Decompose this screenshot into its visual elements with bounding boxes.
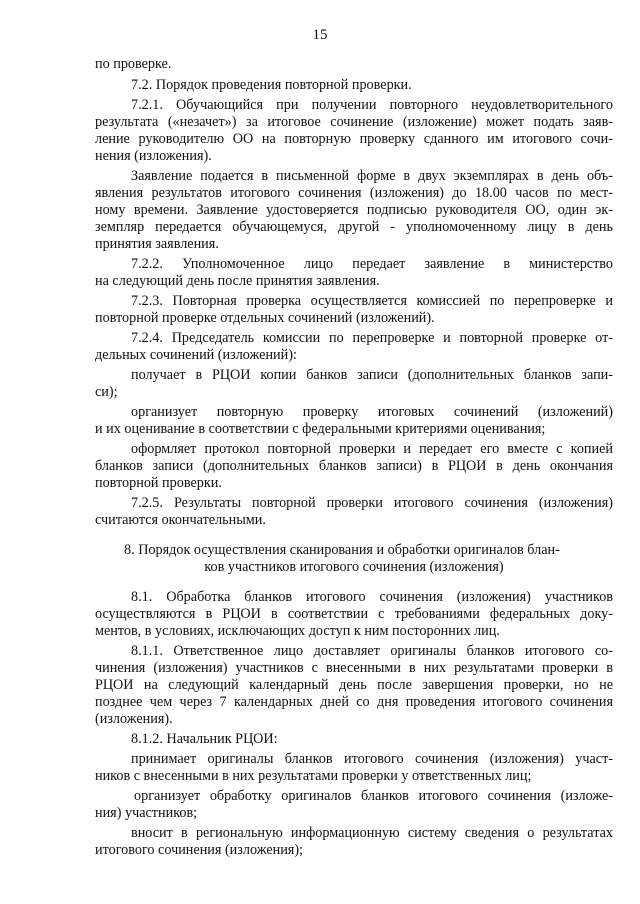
text-line: 8.1. Обработка бланков итогового сочинения (изложения) участников	[131, 589, 613, 605]
text-line: земпляр передается обучающемуся, другой - уполномоченному лицу в день	[95, 219, 613, 235]
text-line: 7.2.5. Результаты повторной проверки итогового сочинения (изложения)	[131, 495, 613, 511]
text-line: ков участников итогового сочинения (изложения)	[204, 559, 504, 575]
text-line: 8.1.2. Начальник РЦОИ:	[131, 731, 278, 747]
text-line: ментов, в условиях, исключающих доступ к ним посторонних лиц.	[95, 623, 500, 639]
text-line: результата («незачет») за итоговое сочинение (изложение) может подать заяв-	[95, 114, 613, 130]
text-line: дельных сочинений (изложений):	[95, 347, 297, 363]
text-line: чинения (изложения) участников с внесенными в них результатами проверки в	[95, 660, 613, 676]
text-line: Заявление подается в письменной форме в двух экземплярах в день объ-	[131, 168, 613, 184]
text-line: си);	[95, 384, 118, 400]
text-line: 8. Порядок осуществления сканирования и обработки оригиналов блан-	[124, 542, 560, 558]
text-line: считаются окончательными.	[95, 512, 266, 528]
text-line: принимает оригиналы бланков итогового сочинения (изложения) участ-	[131, 751, 613, 767]
text-line: принятия заявления.	[95, 236, 219, 252]
text-line: на следующий день после принятия заявления.	[95, 273, 380, 289]
text-line: 7.2.2. Уполномоченное лицо передает заявление в министерство	[131, 256, 613, 272]
text-line: оформляет протокол повторной проверки и передает его вместе с копией	[131, 441, 613, 457]
text-line: 7.2.4. Председатель комиссии по перепроверке и повторной проверке от-	[131, 330, 613, 346]
text-line: нения (изложения).	[95, 148, 212, 164]
text-line: явления результатов итогового сочинения (изложения) до 18.00 часов по мест-	[95, 185, 613, 201]
text-line: и их оценивание в соответствии с федеральными критериями оценивания;	[95, 421, 546, 437]
text-line: осуществляются в РЦОИ в соответствии с требованиями федеральных доку-	[95, 606, 613, 622]
text-line: РЦОИ на следующий календарный день после завершения проверки, но не	[95, 677, 613, 693]
text-line: получает в РЦОИ копии банков записи (дополнительных бланков запи-	[131, 367, 613, 383]
text-line: 7.2.1. Обучающийся при получении повторного неудовлетворительного	[131, 97, 613, 113]
page-number: 15	[312, 27, 328, 43]
text-line: 7.2. Порядок проведения повторной проверки.	[131, 77, 412, 93]
text-line: бланков записи (дополнительных бланков записи) в РЦОИ в день окончания	[95, 458, 613, 474]
text-line: позднее чем через 7 календарных дней со дня проведения итогового сочинения	[95, 694, 613, 710]
text-line: вносит в региональную информационную систему сведения о результатах	[131, 825, 613, 841]
text-line: ному времени. Заявление удостоверяется подписью руководителя ОО, один эк-	[95, 202, 613, 218]
text-line: повторной проверки.	[95, 475, 222, 491]
text-line: по проверке.	[95, 56, 172, 72]
text-line: (изложения).	[95, 711, 173, 727]
text-line: итогового сочинения (изложения);	[95, 842, 303, 858]
text-line: ление руководителю ОО на повторную проверку сданного им итогового сочи-	[95, 131, 613, 147]
text-line: повторной проверке отдельных сочинений (изложений).	[95, 310, 435, 326]
text-line: ников с внесенными в них результатами проверки у ответственных лиц;	[95, 768, 532, 784]
text-line: 7.2.3. Повторная проверка осуществляется комиссией по перепроверке и	[131, 293, 613, 309]
text-line: организует обработку оригиналов бланков итогового сочинения (изложе-	[134, 788, 613, 804]
text-line: организует повторную проверку итоговых сочинений (изложений)	[131, 404, 613, 420]
text-line: 8.1.1. Ответственное лицо доставляет оригиналы бланков итогового со-	[131, 643, 613, 659]
text-line: ния) участников;	[95, 805, 198, 821]
